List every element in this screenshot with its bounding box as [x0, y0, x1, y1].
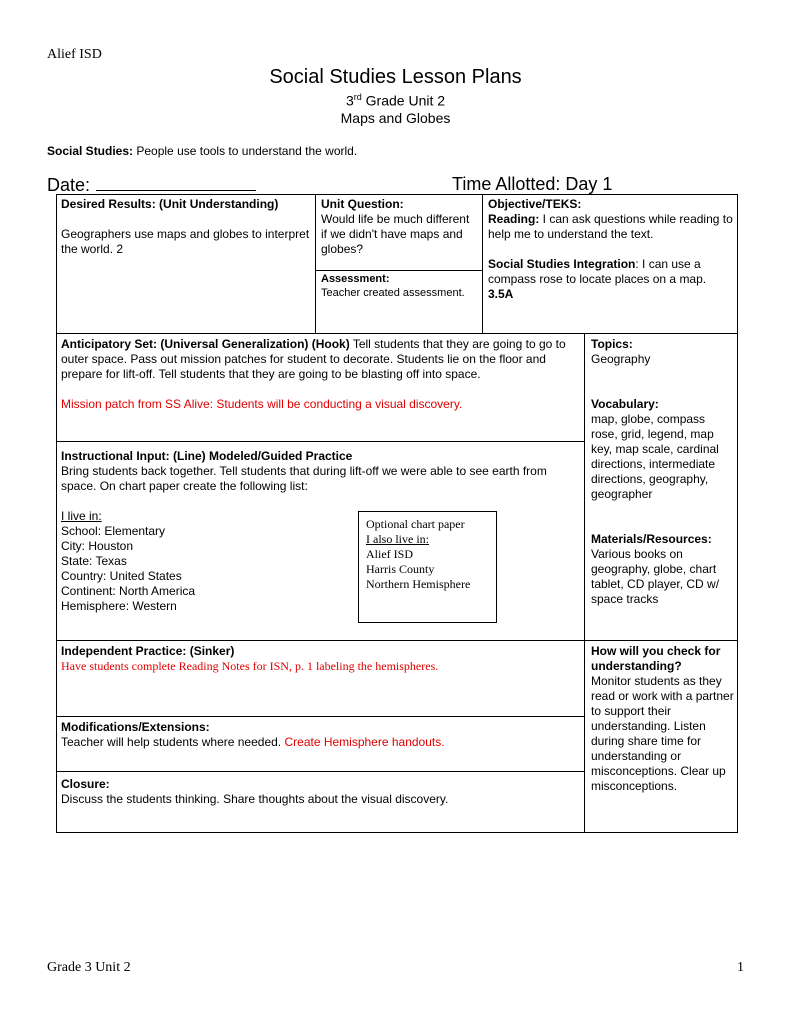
chart-paper-box — [358, 511, 497, 623]
divider — [56, 771, 584, 772]
unit-question-heading: Unit Question: — [321, 197, 404, 211]
independent-heading: Independent Practice: (Sinker) — [61, 644, 235, 658]
independent-cell — [61, 644, 579, 674]
unit-topic: Maps and Globes — [340, 110, 451, 126]
page-title: Social Studies Lesson Plans — [269, 66, 522, 88]
closure-heading: Closure: — [61, 777, 110, 791]
assessment-cell — [321, 272, 479, 300]
social-studies-label: Social Studies: — [47, 144, 134, 158]
chart-paper-subheading: I also live in: — [366, 532, 429, 546]
vocabulary-heading: Vocabulary: — [591, 397, 659, 411]
list-item: Alief ISD — [366, 547, 413, 561]
list-item: Northern Hemisphere — [366, 577, 471, 591]
grade-suffix: rd — [353, 92, 362, 102]
instructional-heading: Instructional Input: (Line) Modeled/Guided Practice — [61, 449, 353, 463]
anticipatory-heading: Anticipatory Set: (Universal Generalization) (Hook) — [61, 337, 350, 351]
objective-heading: Objective/TEKS: — [488, 197, 582, 211]
unit-question-cell — [321, 197, 477, 257]
topics-cell — [591, 337, 734, 607]
date-line — [47, 174, 256, 196]
modifications-heading: Modifications/Extensions: — [61, 720, 210, 734]
modifications-red-text: Create Hemisphere handouts. — [284, 735, 445, 749]
vocabulary-text: map, globe, compass rose, grid, legend, map key, map scale, cardinal directions, intermediate directions, geography, geographer — [591, 412, 719, 501]
social-studies-text: People use tools to understand the world. — [133, 144, 358, 158]
header-org: Alief ISD — [47, 47, 102, 62]
closure-text: Discuss the students thinking. Share thoughts about the visual discovery. — [61, 792, 449, 806]
teks-code: 3.5A — [488, 287, 514, 301]
divider — [315, 194, 316, 334]
check-text: Monitor students as they read or work with a partner to support their understanding. Listen during share time for understanding or misconceptions. Clear up misconceptions. — [591, 674, 734, 793]
grade-number: 3 — [345, 92, 354, 109]
divider — [584, 333, 585, 833]
date-label: Date: — [47, 175, 91, 195]
divider — [56, 333, 738, 334]
instructional-text: Bring students back together. Tell students that during lift-off we were able to see earth from space. On chart paper create the following list: — [61, 464, 547, 493]
divider — [315, 270, 482, 271]
grade-unit — [0, 92, 791, 109]
assessment-text: Teacher created assessment. — [321, 287, 465, 299]
objective-cell — [488, 197, 734, 302]
materials-heading: Materials/Resources: — [591, 532, 712, 546]
divider — [56, 441, 584, 442]
list-item: Country: United States — [61, 569, 182, 583]
page-number: 1 — [737, 960, 744, 975]
check-heading: How will you check for understanding? — [591, 644, 721, 673]
independent-red-text: Have students complete Reading Notes for ISN, p. 1 labeling the hemispheres. — [61, 659, 439, 673]
time-allotted: Time Allotted: Day 1 — [452, 174, 613, 194]
anticipatory-text: Tell students that they are going to go to outer space. Pass out mission patches for student to decorate. Students lie on the floor and prepare for lift-off. Tell students that they are going to be blasting off into space. — [61, 337, 566, 381]
list-item: Hemisphere: Western — [61, 599, 177, 613]
list-item: Continent: North America — [61, 584, 196, 598]
anticipatory-red-text: Mission patch from SS Alive: Students will be conducting a visual discovery. — [61, 397, 463, 411]
chart-paper-title: Optional chart paper — [366, 517, 465, 531]
ssi-text: : I can use a compass rose to locate places on a map. — [488, 257, 707, 286]
desired-results-cell — [61, 197, 311, 257]
live-in-heading: I live in: — [61, 509, 102, 523]
desired-results-heading: Desired Results: (Unit Understanding) — [61, 197, 279, 211]
ssi-label: Social Studies Integration — [488, 257, 636, 271]
list-item: School: Elementary — [61, 524, 166, 538]
divider — [56, 716, 584, 717]
grade-unit-text: Grade Unit 2 — [361, 92, 446, 109]
topics-heading: Topics: — [591, 337, 633, 351]
materials-text: Various books on geography, globe, chart tablet, CD player, CD w/ space tracks — [591, 547, 720, 606]
divider — [482, 194, 483, 334]
topics-text: Geography — [591, 352, 651, 366]
assessment-heading: Assessment: — [321, 273, 390, 285]
list-item: Harris County — [366, 562, 435, 576]
list-item: City: Houston — [61, 539, 134, 553]
closure-cell — [61, 777, 579, 807]
desired-results-text: Geographers use maps and globes to interpret the world. 2 — [61, 227, 310, 256]
divider — [56, 640, 738, 641]
modifications-cell — [61, 720, 579, 750]
reading-label: Reading: — [488, 212, 540, 226]
instructional-cell — [61, 449, 579, 614]
check-cell — [591, 644, 734, 794]
footer-left: Grade 3 Unit 2 — [47, 960, 131, 975]
anticipatory-cell — [61, 337, 579, 412]
reading-text: I can ask questions while reading to help me to understand the text. — [488, 212, 733, 241]
list-item: State: Texas — [61, 554, 127, 568]
modifications-text: Teacher will help students where needed. — [61, 735, 285, 749]
unit-question-text: Would life be much different if we didn't have maps and globes? — [321, 212, 470, 256]
date-blank — [96, 174, 256, 191]
social-studies-line — [47, 144, 357, 158]
